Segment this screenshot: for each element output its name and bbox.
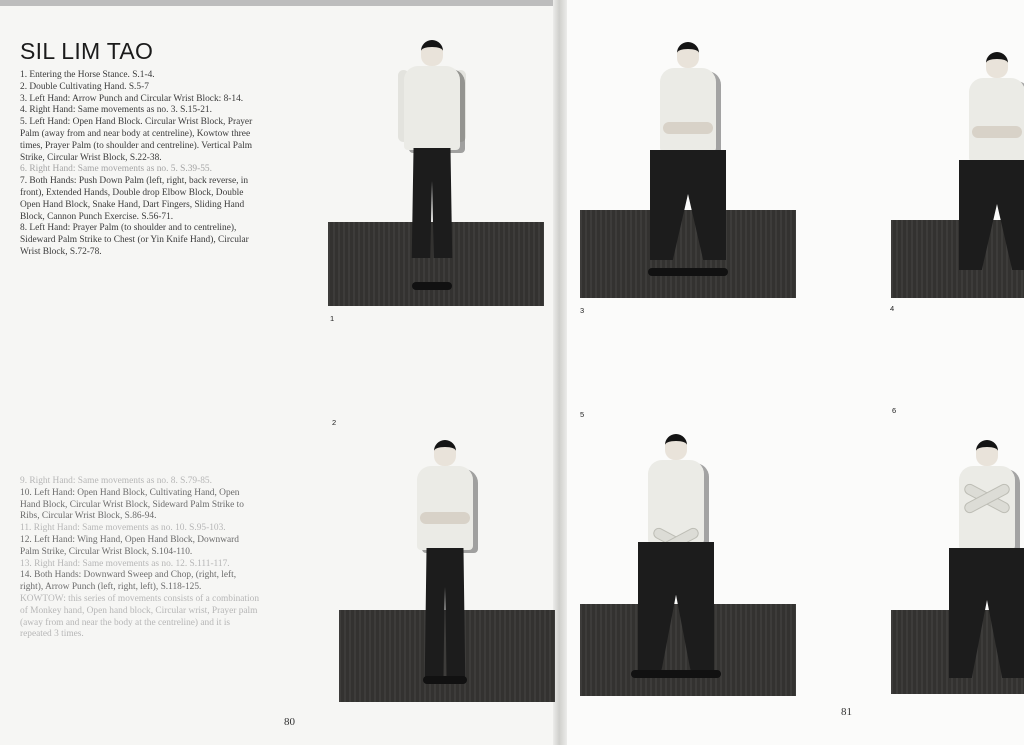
photo-3 [580,36,796,298]
figure-head [986,52,1008,78]
photo-5 [580,430,796,696]
step-item: 14. Both Hands: Downward Sweep and Chop, (right, left, right), Arrow Punch (left, right, left), S.118-125. [20,570,237,593]
step-item: 7. Both Hands: Push Down Palm (left, right, back reverse, in front), Extended Hands, Double drop Elbow Block, Double Open Hand Block, Snake Hand, Dart Fingers, Sliding Hand Block, Cannon Punch Exercise. S.56-71. [20,176,249,222]
step-item: 6. Right Hand: Same movements as no. 5. S.39-55. [20,164,212,175]
figure-legs [650,150,726,260]
figure-number: 6 [892,406,897,415]
practitioner-figure [395,440,495,690]
figure-feet [423,676,467,684]
practitioner-figure [947,52,1024,292]
practitioner-figure [626,434,726,684]
step-item: 11. Right Hand: Same movements as no. 10. S.95-103. [20,523,226,534]
steps-list-bottom [20,476,260,641]
step-item: 1. Entering the Horse Stance. S.1-4. [20,70,155,80]
step-item: 8. Left Hand: Prayer Palm (to shoulder and to centreline), Sideward Palm Strike to Chest (or Yin Knife Hand), Circular Wrist Block, S.72-78. [20,223,249,257]
step-item: 10. Left Hand: Open Hand Block, Cultivating Hand, Open Hand Block, Circular Wrist Block, Sideward Palm Strike to Ribs, Circular Wrist Block, S.86-94. [20,487,244,522]
figure-number: 3 [580,306,585,315]
photo-1 [328,34,544,306]
page-title: SIL LIM TAO [20,38,154,64]
figure-number: 1 [330,314,335,323]
photo-2 [339,434,555,702]
figure-number: 4 [890,304,895,313]
page-number-left: 80 [284,716,295,728]
figure-torso [417,466,473,550]
figure-hands [972,126,1022,138]
figure-head [976,440,998,466]
book-spine [553,0,567,745]
figure-feet [631,670,721,678]
figure-legs [410,148,454,258]
figure-legs [423,548,467,678]
step-item: 12. Left Hand: Wing Hand, Open Hand Block, Downward Palm Strike, Circular Wrist Block, S.104-110. [20,534,239,557]
step-item: 5. Left Hand: Open Hand Block. Circular Wrist Block, Prayer Palm (away from and near body at centreline), Kowtow three times, Prayer Palm (to shoulder and centreline). Vertical Palm Strike, Circular Wrist Block, S.22-38. [20,117,253,163]
figure-head [421,40,443,66]
figure-feet [412,282,452,290]
step-item: 2. Double Cultivating Hand. S.5-7 [20,81,149,92]
figure-number: 2 [332,418,337,427]
steps-list-top [20,70,260,259]
practitioner-figure [937,440,1024,690]
figure-head [434,440,456,466]
practitioner-figure [392,40,472,270]
figure-torso [969,78,1024,162]
figure-head [677,42,699,68]
page-number-right: 81 [841,706,852,718]
figure-hands [663,122,713,134]
practitioner-figure [638,42,738,292]
photo-4 [891,46,1024,298]
photo-6 [891,436,1024,694]
step-item: KOWTOW: this series of movements consists of a combination of Monkey hand, Open hand block, Circular wrist, Prayer palm (away from and near the body at the centreline) and it is repeated 3 times. [20,593,260,640]
figure-hands [420,512,470,524]
figure-torso [404,66,460,150]
step-item: 13. Right Hand: Same movements as no. 12. S.111-117. [20,558,230,569]
step-item: 3. Left Hand: Arrow Punch and Circular Wrist Block: 8-14. [20,93,244,104]
figure-feet [648,268,728,276]
figure-number: 5 [580,410,585,419]
figure-torso [660,68,716,152]
figure-head [665,434,687,460]
figure-legs [949,548,1024,678]
figure-legs [638,542,714,674]
figure-legs [959,160,1024,270]
figure-crossed-hands [963,482,1011,512]
step-item: 4. Right Hand: Same movements as no. 3. S.15-21. [20,105,212,116]
step-item: 9. Right Hand: Same movements as no. 8. S.79-85. [20,476,212,486]
